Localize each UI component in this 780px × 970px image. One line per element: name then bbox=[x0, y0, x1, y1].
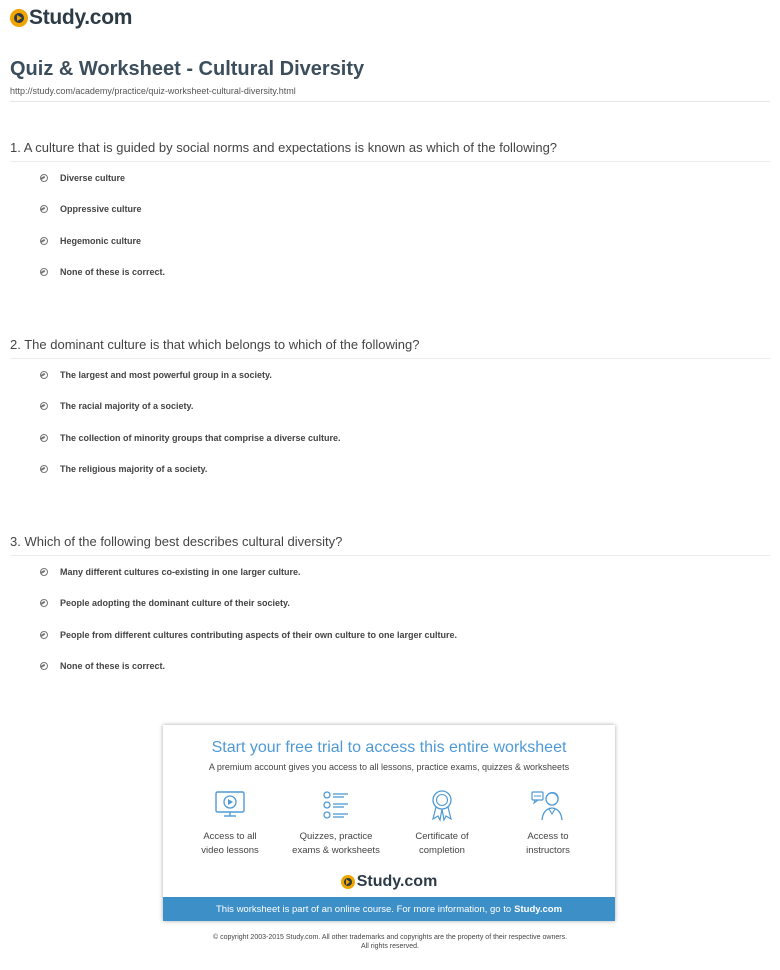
feature-label: Access to instructors bbox=[526, 831, 570, 856]
option-label: People adopting the dominant culture of their society. bbox=[60, 598, 290, 609]
option-label: The racial majority of a society. bbox=[60, 401, 194, 412]
list-icon bbox=[319, 788, 353, 822]
answer-option[interactable] bbox=[40, 359, 770, 391]
radio-icon[interactable] bbox=[40, 205, 48, 213]
free-trial-promo[interactable] bbox=[163, 725, 615, 921]
feature-instructors bbox=[493, 788, 603, 858]
question-text: 1. A culture that is guided by social norms and expectations is known as which of the following? bbox=[10, 140, 770, 162]
answer-option[interactable] bbox=[40, 651, 770, 683]
radio-icon[interactable] bbox=[40, 434, 48, 442]
copyright-line: © copyright 2003-2015 Study.com. All other trademarks and copyrights are the property of their respective owners. bbox=[212, 934, 568, 941]
instructor-icon bbox=[531, 788, 565, 822]
divider bbox=[10, 101, 770, 102]
radio-icon[interactable] bbox=[40, 174, 48, 182]
answer-option[interactable] bbox=[40, 194, 770, 226]
question-text: 3. Which of the following best describes cultural diversity? bbox=[10, 534, 770, 556]
feature-quizzes bbox=[281, 788, 391, 858]
answer-option[interactable] bbox=[40, 391, 770, 423]
answer-option[interactable] bbox=[40, 162, 770, 194]
answer-option[interactable] bbox=[40, 619, 770, 651]
option-label: The largest and most powerful group in a society. bbox=[60, 369, 272, 380]
feature-video-lessons bbox=[175, 788, 285, 858]
feature-label: Access to all video lessons bbox=[201, 831, 259, 856]
copyright bbox=[0, 933, 780, 951]
promo-subline: A premium account gives you access to all lessons, practice exams, quizzes & worksheets bbox=[208, 762, 570, 772]
promo-footer-text: This worksheet is part of an online course. For more information, go to bbox=[215, 903, 512, 915]
answer-option[interactable] bbox=[40, 556, 770, 588]
radio-icon[interactable] bbox=[40, 268, 48, 276]
copyright-line: All rights reserved. bbox=[361, 943, 419, 950]
study-logo[interactable] bbox=[10, 5, 132, 31]
radio-icon[interactable] bbox=[40, 599, 48, 607]
option-label: The collection of minority groups that comprise a diverse culture. bbox=[60, 432, 341, 443]
promo-logo-text: Study.com bbox=[356, 873, 438, 890]
play-logo-icon bbox=[10, 9, 28, 27]
promo-footer-bar[interactable] bbox=[163, 897, 615, 921]
logo-text: Study.com bbox=[29, 6, 133, 29]
question-1 bbox=[10, 140, 770, 288]
certificate-icon bbox=[425, 788, 459, 822]
radio-icon[interactable] bbox=[40, 465, 48, 473]
promo-logo[interactable] bbox=[163, 873, 615, 891]
video-icon bbox=[213, 788, 247, 822]
radio-icon[interactable] bbox=[40, 402, 48, 410]
feature-label: Certificate of completion bbox=[415, 831, 469, 856]
answer-option[interactable] bbox=[40, 225, 770, 257]
answer-option[interactable] bbox=[40, 257, 770, 289]
answer-option[interactable] bbox=[40, 588, 770, 620]
answer-option[interactable] bbox=[40, 454, 770, 486]
option-label: The religious majority of a society. bbox=[60, 464, 208, 475]
radio-icon[interactable] bbox=[40, 631, 48, 639]
radio-icon[interactable] bbox=[40, 371, 48, 379]
option-label: None of these is correct. bbox=[60, 267, 166, 278]
promo-headline[interactable]: Start your free trial to access this entire worksheet bbox=[211, 739, 567, 756]
page-title: Quiz & Worksheet - Cultural Diversity bbox=[10, 58, 365, 80]
option-label: People from different cultures contributing aspects of their own culture to one larger culture. bbox=[60, 629, 458, 640]
question-text: 2. The dominant culture is that which belongs to which of the following? bbox=[10, 337, 770, 359]
option-label: Diverse culture bbox=[60, 172, 126, 183]
page-url: http://study.com/academy/practice/quiz-worksheet-cultural-diversity.html bbox=[10, 86, 296, 96]
question-3 bbox=[10, 534, 770, 682]
radio-icon[interactable] bbox=[40, 568, 48, 576]
play-logo-icon bbox=[341, 875, 355, 889]
option-label: None of these is correct. bbox=[60, 661, 166, 672]
answer-option[interactable] bbox=[40, 422, 770, 454]
study-link[interactable]: Study.com bbox=[514, 903, 563, 915]
feature-certificate bbox=[387, 788, 497, 858]
option-label: Oppressive culture bbox=[60, 204, 142, 215]
feature-label: Quizzes, practice exams & worksheets bbox=[292, 831, 380, 856]
radio-icon[interactable] bbox=[40, 662, 48, 670]
option-label: Many different cultures co-existing in one larger culture. bbox=[60, 566, 301, 577]
question-2 bbox=[10, 337, 770, 485]
radio-icon[interactable] bbox=[40, 237, 48, 245]
option-label: Hegemonic culture bbox=[60, 235, 142, 246]
